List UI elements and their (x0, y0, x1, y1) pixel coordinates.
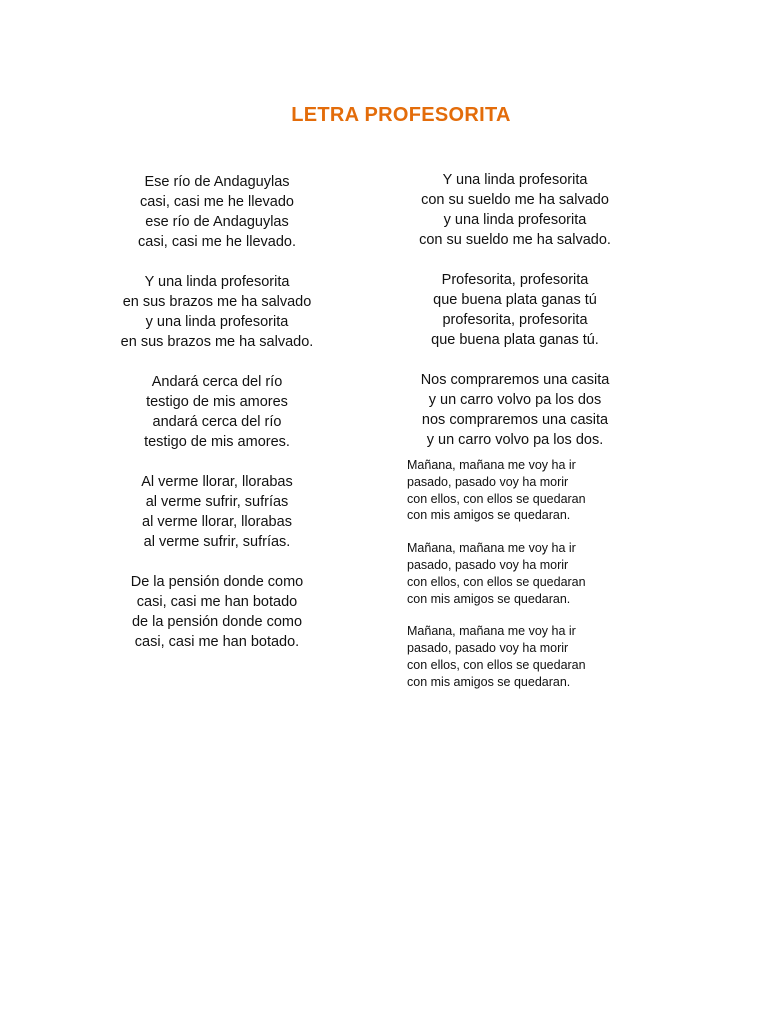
left-lyrics-column (100, 172, 334, 672)
lyric-line: en sus brazos me ha salvado. (120, 334, 314, 350)
lyric-line: y un carro volvo pa los dos (428, 392, 602, 408)
lyric-line: Y una linda profesorita (442, 172, 588, 188)
lyric-line: profesorita, profesorita (442, 312, 588, 328)
page-title: LETRA PROFESORITA (291, 104, 511, 126)
stanza (395, 370, 635, 450)
lyric-line: Ese río de Andaguylas (144, 174, 290, 190)
stanza (100, 272, 334, 352)
lyric-line: con ellos, con ellos se quedaran (407, 574, 586, 589)
lyric-line: al verme sufrir, sufrías (145, 494, 289, 510)
stanza (100, 372, 334, 452)
lyric-line: Y una linda profesorita (144, 274, 290, 290)
stanza (395, 170, 635, 250)
lyric-line: andará cerca del río (152, 414, 282, 430)
lyric-line: Mañana, mañana me voy ha ir (407, 624, 576, 639)
lyric-line: con mis amigos se quedaran. (407, 591, 571, 606)
lyric-line: y una linda profesorita (443, 212, 587, 228)
lyric-line: de la pensión donde como (131, 614, 303, 630)
lyric-line: pasado, pasado voy ha morir (407, 557, 569, 572)
lyric-line: con su sueldo me ha salvado (421, 192, 609, 208)
lyric-line: Nos compraremos una casita (420, 372, 610, 388)
lyric-line: Profesorita, profesorita (441, 272, 589, 288)
lyric-line: casi, casi me han botado. (134, 634, 300, 650)
lyric-line: casi, casi me han botado (136, 594, 298, 610)
lyric-line: con ellos, con ellos se quedaran (407, 491, 586, 506)
lyric-line: con ellos, con ellos se quedaran (407, 657, 586, 672)
stanza (395, 270, 635, 350)
lyric-line: ese río de Andaguylas (145, 214, 289, 230)
lyric-line: al verme llorar, llorabas (142, 514, 292, 530)
lyric-line: que buena plata ganas tú. (431, 332, 599, 348)
lyric-line: casi, casi me he llevado. (138, 234, 296, 250)
stanza (100, 472, 334, 552)
lyric-line: pasado, pasado voy ha morir (407, 641, 569, 656)
lyric-line: Andará cerca del río (151, 374, 283, 390)
lyric-line: testigo de mis amores. (144, 434, 290, 450)
lyric-line: al verme sufrir, sufrías. (143, 534, 291, 550)
lyric-line: casi, casi me he llevado (140, 194, 294, 210)
lyric-line: Mañana, mañana me voy ha ir (407, 458, 576, 472)
chorus-stanza (407, 540, 707, 607)
stanza (100, 572, 334, 652)
chorus-stanza (407, 457, 707, 524)
right-lyrics-column (395, 170, 635, 450)
lyric-line: y un carro volvo pa los dos. (426, 432, 604, 448)
lyric-line: que buena plata ganas tú (433, 292, 597, 308)
lyric-line: De la pensión donde como (130, 574, 304, 590)
lyric-line: nos compraremos una casita (421, 412, 609, 428)
lyric-line: con su sueldo me ha salvado. (419, 232, 611, 248)
chorus-stanza (407, 623, 707, 690)
lyric-line: en sus brazos me ha salvado (122, 294, 312, 310)
lyric-line: Mañana, mañana me voy ha ir (407, 541, 576, 556)
stanza (100, 172, 334, 252)
lyric-line: testigo de mis amores (146, 394, 288, 410)
lyric-line: con mis amigos se quedaran. (407, 508, 571, 523)
chorus-section (407, 457, 707, 707)
lyric-line: Al verme llorar, llorabas (141, 474, 293, 490)
lyric-line: con mis amigos se quedaran. (407, 674, 571, 689)
lyric-line: pasado, pasado voy ha morir (407, 474, 569, 489)
lyric-line: y una linda profesorita (145, 314, 289, 330)
